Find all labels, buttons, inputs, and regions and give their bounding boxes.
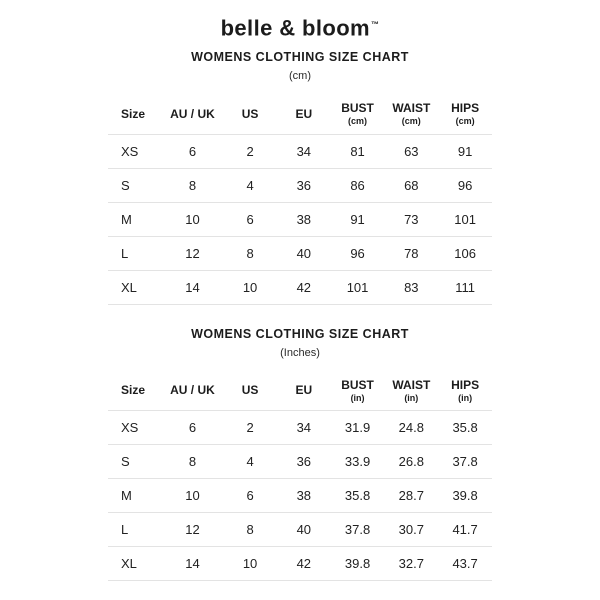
size-value-cell: 10 — [223, 547, 277, 581]
size-value-cell: 40 — [277, 236, 331, 270]
size-value-cell: 83 — [384, 270, 438, 304]
column-header — [108, 94, 162, 134]
size-value-cell: 36 — [277, 168, 331, 202]
size-label-cell: XS — [108, 411, 162, 445]
column-unit: (in) — [350, 392, 365, 403]
brand-name: belle & bloom — [220, 15, 371, 41]
column-label: WAIST — [392, 101, 431, 116]
size-value-cell: 8 — [223, 513, 277, 547]
column-label: Size — [121, 383, 146, 398]
column-unit: (in) — [404, 392, 419, 403]
column-unit: (cm) — [455, 116, 475, 127]
size-value-cell: 39.8 — [331, 547, 385, 581]
column-header — [223, 94, 277, 134]
size-value-cell: 37.8 — [331, 513, 385, 547]
table-row — [108, 236, 492, 270]
size-value-cell: 10 — [162, 479, 223, 513]
size-value-cell: 42 — [277, 547, 331, 581]
column-label: Size — [121, 106, 146, 121]
size-value-cell: 2 — [223, 411, 277, 445]
size-value-cell: 6 — [162, 411, 223, 445]
table-row — [108, 411, 492, 445]
column-label: EU — [295, 383, 313, 398]
size-value-cell: 106 — [438, 236, 492, 270]
column-label: BUST — [341, 377, 374, 392]
size-value-cell: 2 — [223, 134, 277, 168]
size-table-cm — [108, 94, 492, 305]
column-unit: (in) — [458, 392, 473, 403]
size-value-cell: 12 — [162, 513, 223, 547]
size-label-cell: S — [108, 168, 162, 202]
size-value-cell: 26.8 — [384, 445, 438, 479]
table-row — [108, 547, 492, 581]
size-value-cell: 37.8 — [438, 445, 492, 479]
size-value-cell: 35.8 — [438, 411, 492, 445]
size-value-cell: 78 — [384, 236, 438, 270]
size-chart-section-cm — [0, 50, 600, 305]
table-body-cm — [108, 134, 492, 304]
column-label: HIPS — [451, 101, 480, 116]
size-value-cell: 86 — [331, 168, 385, 202]
header-row — [108, 94, 492, 134]
size-label-cell: M — [108, 479, 162, 513]
size-value-cell: 111 — [438, 270, 492, 304]
size-value-cell: 96 — [331, 236, 385, 270]
column-header — [162, 371, 223, 411]
size-value-cell: 101 — [438, 202, 492, 236]
table-header-cm — [108, 94, 492, 134]
size-chart-section-inches — [0, 327, 600, 582]
column-header — [223, 371, 277, 411]
size-value-cell: 6 — [162, 134, 223, 168]
column-label: US — [241, 383, 259, 398]
column-label: HIPS — [451, 377, 480, 392]
column-header — [438, 94, 492, 134]
column-header — [331, 371, 385, 411]
table-body-inches — [108, 411, 492, 581]
column-label: EU — [295, 106, 313, 121]
size-value-cell: 6 — [223, 202, 277, 236]
chart-title-cm: WOMENS CLOTHING SIZE CHART — [191, 50, 409, 65]
column-label: AU / UK — [170, 106, 215, 121]
size-value-cell: 38 — [277, 479, 331, 513]
column-header — [438, 371, 492, 411]
trademark-symbol: ™ — [371, 20, 380, 29]
size-value-cell: 14 — [162, 270, 223, 304]
size-label-cell: XL — [108, 270, 162, 304]
column-label: BUST — [341, 101, 374, 116]
size-label-cell: XS — [108, 134, 162, 168]
size-value-cell: 81 — [331, 134, 385, 168]
brand-logo — [0, 12, 600, 41]
column-label: AU / UK — [170, 383, 215, 398]
size-value-cell: 68 — [384, 168, 438, 202]
size-value-cell: 4 — [223, 168, 277, 202]
column-header — [277, 371, 331, 411]
size-value-cell: 10 — [162, 202, 223, 236]
chart-unit-cm: (cm) — [289, 70, 311, 83]
size-value-cell: 36 — [277, 445, 331, 479]
size-value-cell: 34 — [277, 134, 331, 168]
size-value-cell: 73 — [384, 202, 438, 236]
size-value-cell: 101 — [331, 270, 385, 304]
table-row — [108, 134, 492, 168]
size-value-cell: 63 — [384, 134, 438, 168]
size-value-cell: 43.7 — [438, 547, 492, 581]
column-header — [108, 371, 162, 411]
size-value-cell: 38 — [277, 202, 331, 236]
column-header — [162, 94, 223, 134]
size-label-cell: M — [108, 202, 162, 236]
size-value-cell: 4 — [223, 445, 277, 479]
size-value-cell: 12 — [162, 236, 223, 270]
size-value-cell: 30.7 — [384, 513, 438, 547]
size-value-cell: 33.9 — [331, 445, 385, 479]
size-value-cell: 39.8 — [438, 479, 492, 513]
header-row — [108, 371, 492, 411]
chart-title-inches: WOMENS CLOTHING SIZE CHART — [191, 326, 409, 341]
table-row — [108, 168, 492, 202]
size-value-cell: 28.7 — [384, 479, 438, 513]
table-row — [108, 270, 492, 304]
table-header-inches — [108, 371, 492, 411]
size-value-cell: 24.8 — [384, 411, 438, 445]
size-label-cell: XL — [108, 547, 162, 581]
size-value-cell: 31.9 — [331, 411, 385, 445]
table-row — [108, 445, 492, 479]
column-label: WAIST — [392, 377, 431, 392]
size-value-cell: 8 — [162, 168, 223, 202]
size-value-cell: 14 — [162, 547, 223, 581]
size-value-cell: 10 — [223, 270, 277, 304]
column-header — [277, 94, 331, 134]
size-value-cell: 8 — [162, 445, 223, 479]
size-label-cell: L — [108, 513, 162, 547]
size-value-cell: 35.8 — [331, 479, 385, 513]
table-row — [108, 479, 492, 513]
size-value-cell: 42 — [277, 270, 331, 304]
size-value-cell: 32.7 — [384, 547, 438, 581]
size-label-cell: L — [108, 236, 162, 270]
size-value-cell: 6 — [223, 479, 277, 513]
size-table-inches — [108, 371, 492, 582]
size-value-cell: 41.7 — [438, 513, 492, 547]
column-label: US — [241, 106, 259, 121]
size-value-cell: 8 — [223, 236, 277, 270]
table-row — [108, 202, 492, 236]
table-row — [108, 513, 492, 547]
size-value-cell: 91 — [331, 202, 385, 236]
size-value-cell: 96 — [438, 168, 492, 202]
column-unit: (cm) — [348, 116, 368, 127]
column-unit: (cm) — [401, 116, 421, 127]
column-header — [384, 371, 438, 411]
size-value-cell: 40 — [277, 513, 331, 547]
chart-unit-inches: (Inches) — [280, 346, 320, 359]
size-label-cell: S — [108, 445, 162, 479]
column-header — [384, 94, 438, 134]
column-header — [331, 94, 385, 134]
size-value-cell: 91 — [438, 134, 492, 168]
size-value-cell: 34 — [277, 411, 331, 445]
